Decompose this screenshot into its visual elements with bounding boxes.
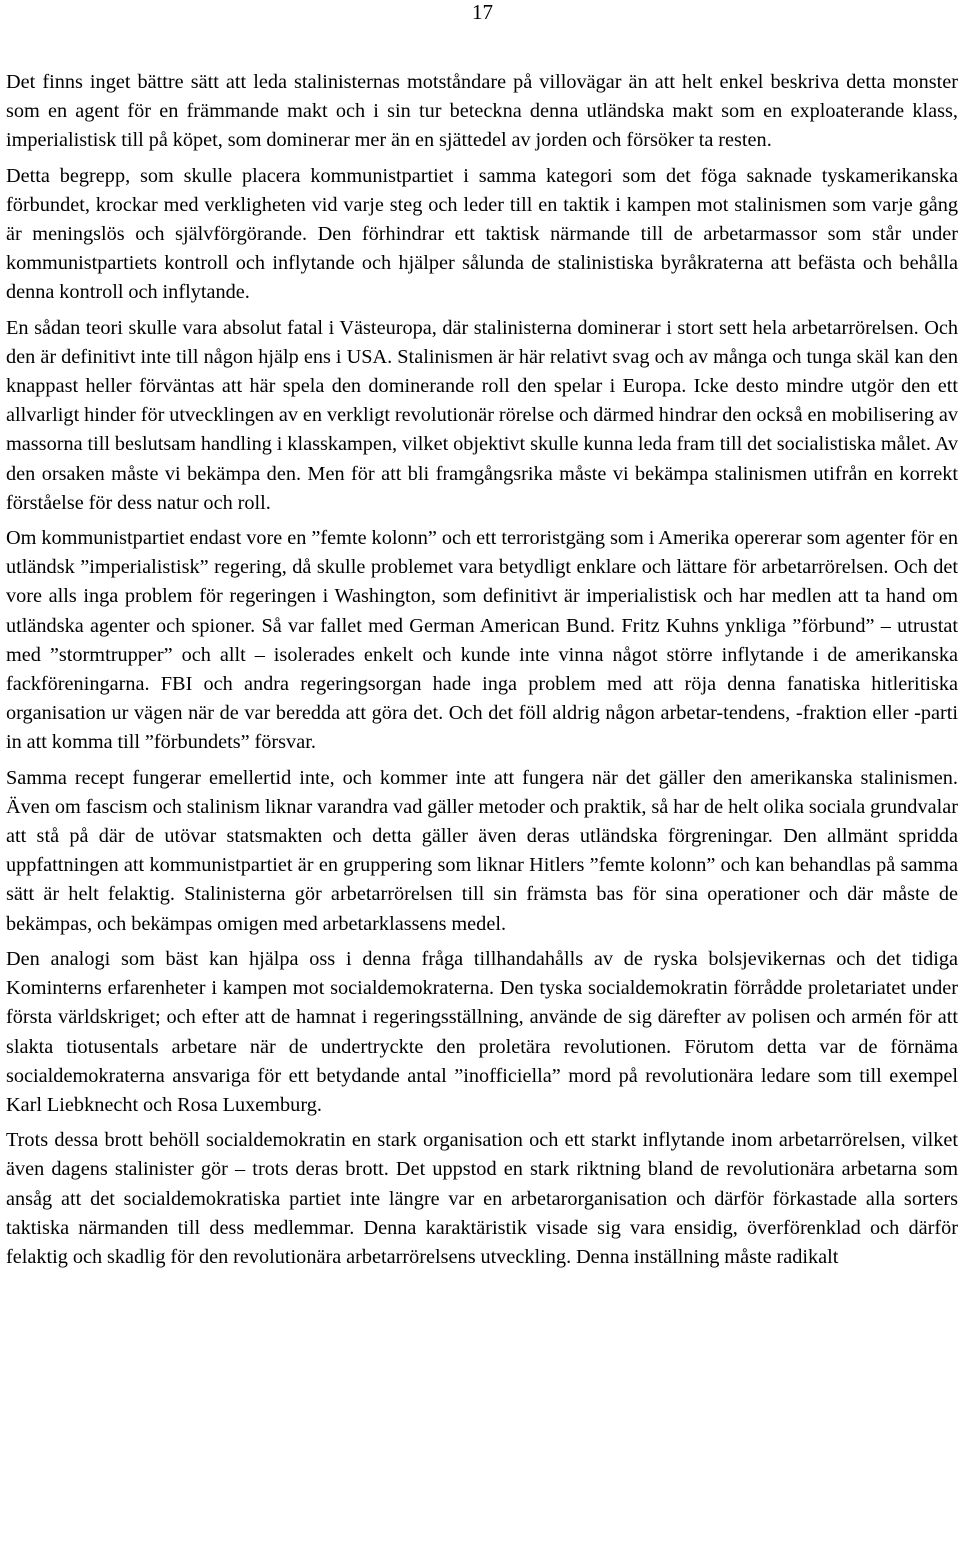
paragraph-3: En sådan teori skulle vara absolut fatal i Västeuropa, där stalinisterna dominerar i stort sett hela arbetarrörelsen. Och den är definitivt inte till någon hjälp ens i USA. Stalinismen är här relativt svag och av många och tunga skäl kan den knappast heller förväntas att här spela den dominerande roll den spelar i Europa. Icke desto mindre utgör den ett allvarligt hinder för utvecklingen av en verkligt revolutionär rörelse och därmed hindrar den också en mobilisering av massorna till beslutsam handling i klasskampen, vilket objektivt skulle kunna leda fram till det socialistiska målet. Av den orsaken måste vi bekämpa den. Men för att bli framgångsrika måste vi bekämpa stalinismen utifrån en korrekt förståelse för dess natur och roll. bbox=[6, 316, 958, 514]
paragraph-4: Om kommunistpartiet endast vore en ”femte kolonn” och ett terroristgäng som i Amerika opererar som agenter för en utländsk ”imperialistisk” regering, då skulle problemet vara betydligt enklare och lättare för arbetarrörelsen. Och det vore alls inga problem för regeringen i Washington, som definitivt är imperialistisk och har medlen att ta hand om utländska agenter och spioner. Så var fallet med German American Bund. Fritz Kuhns ynkliga ”förbund” – utrustat med ”stormtrupper” och allt – isolerades enkelt och kunde inte vinna något större inflytande i de amerikanska fackföreningarna. FBI och andra regeringsorgan hade inga problem med att röja denna fanatiska hitleritiska organisation ur vägen när de var beredda att göra det. Och det föll aldrig någon arbetar-tendens, -fraktion eller -parti in att komma till ”förbundets” försvar. bbox=[6, 527, 958, 754]
paragraph-2: Detta begrepp, som skulle placera kommunistpartiet i samma kategori som det föga saknade tyskamerikanska förbundet, krockar med verkligheten vid varje steg och leder till en taktik i kampen mot stalinismen som varje gång är meningslös och självförgörande. Den förhindrar ett taktisk närmande till de arbetarmassor som står under kommunistpartiets kontroll och inflytande och hjälper sålunda de stalinistiska byråkraterna att befästa och behålla denna kontroll och inflytande. bbox=[6, 164, 958, 304]
paragraph-7: Trots dessa brott behöll socialdemokratin en stark organisation och ett starkt inflytande inom arbetarrörelsen, vilket även dagens stalinister gör – trots deras brott. Det uppstod en stark riktning bland de revolutionära arbetarna som ansåg att det socialdemokratiska partiet inte längre var en arbetarorganisation och därför förkastade alla sorters taktiska närmanden till dess medlemmar. Denna karaktäristik visade sig vara ensidig, överförenklad och därför felaktig och skadlig för den revolutionära arbetarrörelsens utveckling. Denna inställning måste radikalt bbox=[6, 1129, 958, 1268]
paragraph-5: Samma recept fungerar emellertid inte, och kommer inte att fungera när det gäller den amerikanska stalinismen. Även om fascism och stalinism liknar varandra vad gäller metoder och praktik, så har de helt olika sociala grundvalar att stå på där de utövar statsmakten och detta gäller även deras utländska förgreningar. Den allmänt spridda uppfattningen att kommunistpartiet är en gruppering som liknar Hitlers ”femte kolonn” och kan behandlas på samma sätt är helt felaktig. Stalinisterna gör arbetarrörelsen till sin främsta bas för sina operationer och där måste de bekämpas, och bekämpas omigen med arbetarklassens medel. bbox=[6, 766, 958, 935]
paragraph-1: Det finns inget bättre sätt att leda stalinisternas motståndare på villovägar än att helt enkel beskriva detta monster som en agent för en främmande makt och i sin tur beteckna denna utländska makt som en exploaterande klass, imperialistisk till på köpet, som dominerar mer än en sjättedel av jorden och försöker ta resten. bbox=[6, 71, 958, 152]
paragraph-6: Den analogi som bäst kan hjälpa oss i denna fråga tillhandahålls av de ryska bolsjevikernas och det tidiga Kominterns erfarenheter i kampen mot socialdemokraterna. Den tyska socialdemokratin förrådde proletariatet under första världskriget; och efter att de hamnat i regeringsställning, använde de sig därefter av polisen och armén för att slakta tiotusentals arbetare när de undertryckte den proletära revolutionen. Förutom detta var de förnäma socialdemokraterna ansvariga för ett betydande antal ”inofficiella” mord på revolutionära ledare som till exempel Karl Liebknecht och Rosa Luxemburg. bbox=[6, 947, 958, 1116]
document-body bbox=[6, 68, 958, 1272]
page-number: 17 bbox=[472, 0, 493, 24]
